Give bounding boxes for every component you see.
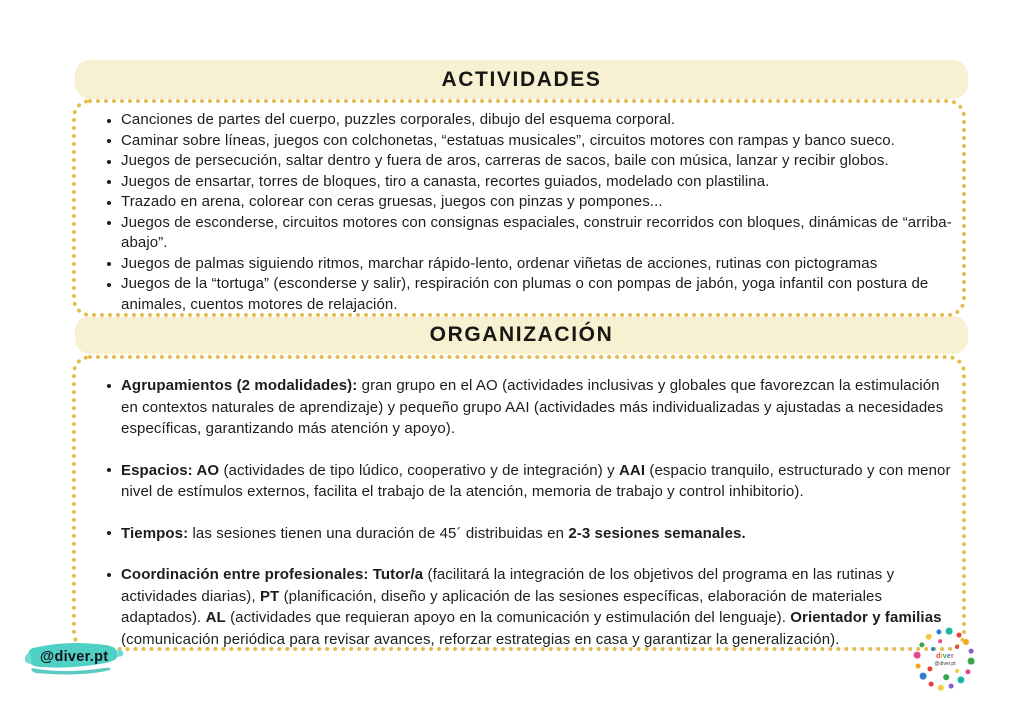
logo-dot	[926, 634, 932, 640]
activities-title: ACTIVIDADES	[441, 67, 602, 91]
logo-dot	[957, 633, 962, 638]
logo-dot	[927, 666, 932, 671]
activities-title-band	[75, 60, 968, 99]
logo-dot	[919, 642, 924, 647]
logo-dot	[938, 685, 944, 691]
list-item: Tiempos: las sesiones tienen una duración de 45´ distribuidas en 2-3 sesiones semanales.	[104, 523, 956, 545]
logo-dot	[936, 629, 941, 634]
logo-dot	[965, 669, 970, 674]
logo-dot	[968, 658, 975, 665]
logo-dot	[916, 664, 921, 669]
diver-logo-center	[934, 651, 955, 667]
diver-logo-handle: @diver.pt	[934, 661, 956, 668]
logo-dot	[946, 628, 953, 635]
list-item: Agrupamientos (2 modalidades): gran grupo en el AO (actividades inclusivas y globales que favorezcan la estimulación en contextos naturales de aprendizaje) y pequeño grupo AAI (actividades más individualizadas y ajustadas a necesidades específicas, garantizando más atención y apoyo).	[104, 375, 956, 440]
logo-dot	[943, 674, 949, 680]
organization-title-band	[75, 316, 968, 354]
logo-dot	[938, 639, 942, 643]
logo-dot	[920, 673, 927, 680]
logo-dot	[955, 669, 959, 673]
logo-dot	[955, 645, 959, 649]
logo-dot	[969, 649, 974, 654]
logo-dot	[914, 652, 921, 659]
activities-box	[72, 99, 966, 317]
diver-logo-wordmark: diver	[936, 653, 954, 661]
list-item: Juegos de ensartar, torres de bloques, tiro a canasta, recortes guiados, modelado con plastilina.	[104, 172, 954, 193]
logo-dot	[929, 682, 934, 687]
diver-handle-text: @diver.pt	[40, 649, 109, 665]
list-item: Juegos de la “tortuga” (esconderse y salir), respiración con plumas o con pompas de jabón, yoga infantil con postura de animales, cuentos motores de relajación.	[104, 274, 954, 315]
list-item: Espacios: AO (actividades de tipo lúdico, cooperativo y de integración) y AAI (espacio tranquilo, estructurado y con menor nivel de estímulos externos, facilita el trabajo de la atención, memoria de trabajo y control inhibitorio).	[104, 460, 956, 503]
logo-dot	[963, 639, 969, 645]
list-item: Juegos de esconderse, circuitos motores con consignas espaciales, construir recorridos con bloques, dinámicas de “arriba-abajo”.	[104, 213, 954, 254]
list-item: Coordinación entre profesionales: Tutor/a (facilitará la integración de los objetivos del programa en las rutinas y actividades diarias), PT (planificación, diseño y aplicación de las sesiones específicas, elaboración de materiales adaptados). AL (actividades que requieran apoyo en la comunicación y estimulación del lenguaje). Orientador y familias (comunicación periódica para revisar avances, reforzar estrategias en casa y garantizar la generalización).	[104, 564, 956, 650]
organization-title: ORGANIZACIÓN	[429, 323, 614, 346]
list-item: Juegos de palmas siguiendo ritmos, marchar rápido-lento, ordenar viñetas de acciones, rutinas con pictogramas	[104, 254, 954, 275]
list-item: Caminar sobre líneas, juegos con colchonetas, “estatuas musicales”, circuitos motores con rampas y banco sueco.	[104, 131, 954, 152]
logo-dot	[957, 676, 964, 683]
activities-list	[76, 103, 962, 315]
logo-dot	[931, 647, 935, 651]
list-item: Trazado en arena, colorear con ceras gruesas, juegos con pinzas y pompones...	[104, 192, 954, 213]
diver-logo	[913, 627, 977, 697]
organization-box	[72, 355, 966, 651]
logo-dot	[949, 684, 954, 689]
list-item: Canciones de partes del cuerpo, puzzles corporales, dibujo del esquema corporal.	[104, 110, 954, 131]
list-item: Juegos de persecución, saltar dentro y fuera de aros, carreras de sacos, baile con música, lanzar y recibir globos.	[104, 151, 954, 172]
organization-list	[76, 359, 962, 650]
